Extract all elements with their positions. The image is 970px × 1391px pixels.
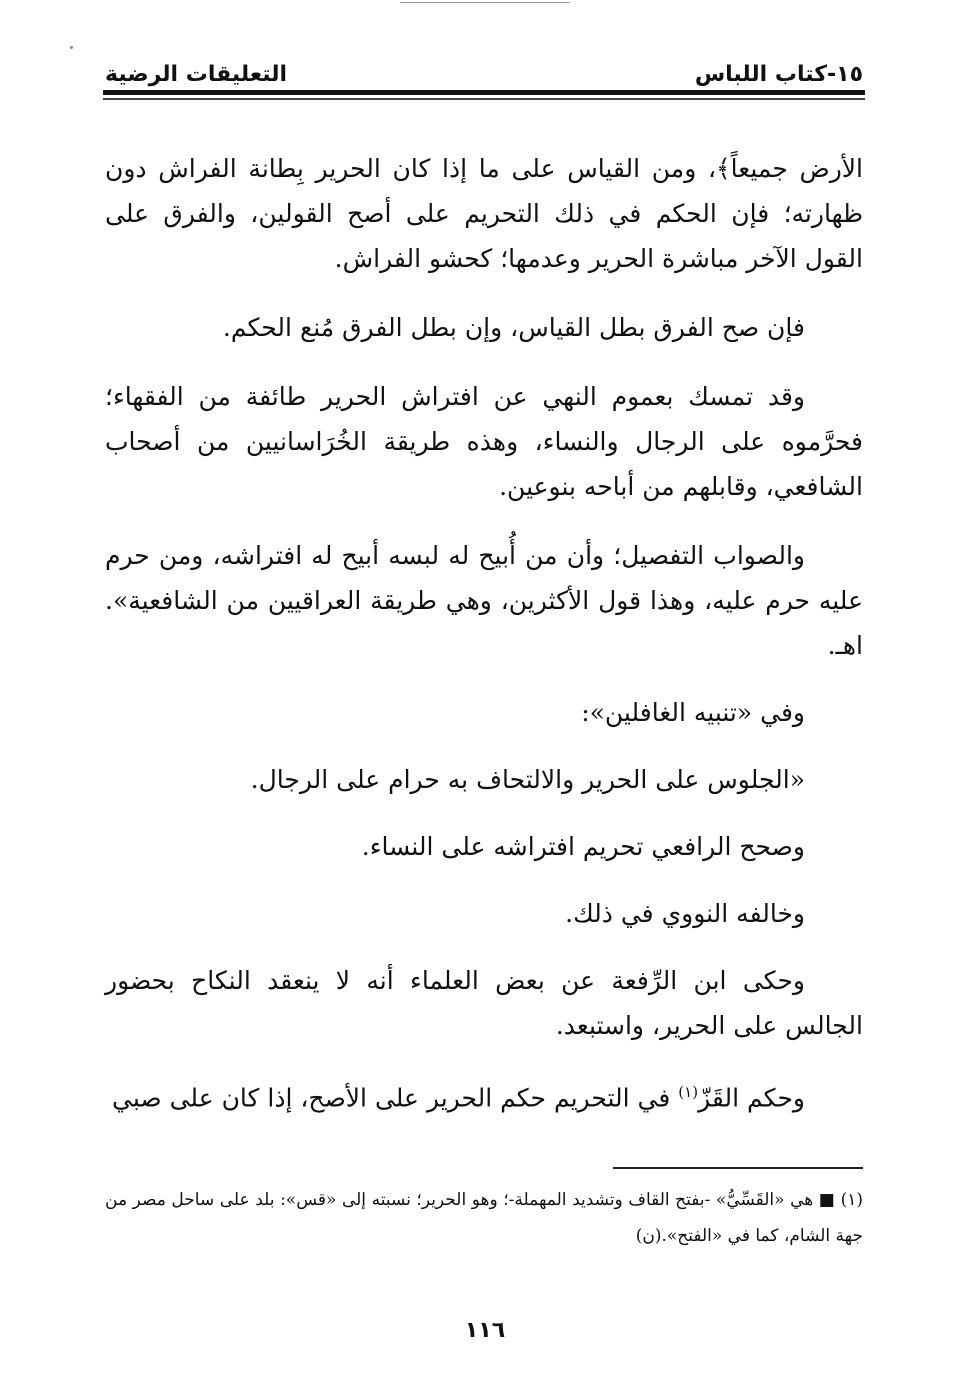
paragraph-1: الأرض جميعاً﴾، ومن القياس على ما إذا كان الحرير بِطانة الفراش دون ظهارته؛ فإن الحكم في ذلك التحريم على أصح القولين، والفرق على القول الآخر مباشرة الحرير وعدمها؛ كحشو الفراش.: [105, 154, 863, 273]
main-text: [105, 146, 863, 1120]
chapter-title: ١٥-كتاب اللباس: [694, 62, 863, 87]
paragraph-4: والصواب التفصيل؛ وأن من أُبيح له لبسه أبيح له افتراشه، ومن حرم عليه حرم عليه، وهذا قول الأكثرين، وهي طريقة العراقيين من الشافعية». اهـ.: [105, 541, 863, 660]
footnote-mark: (ن): [635, 1226, 662, 1246]
paragraph-2: فإن صح الفرق بطل القياس، وإن بطل الفرق مُنع الحكم.: [222, 313, 805, 342]
header-rule-thick: [103, 90, 865, 95]
paragraph-6: «الجلوس على الحرير والالتحاف به حرام على الرجال.: [250, 765, 805, 794]
paragraph-8: وخالفه النووي في ذلك.: [565, 899, 805, 928]
page-number: ١١٦: [464, 1318, 506, 1343]
paragraph-10: [105, 1070, 863, 1120]
paragraph-9: وحكى ابن الرِّفعة عن بعض العلماء أنه لا ينعقد النكاح بحضور الجالس على الحرير، واستبعد.: [105, 966, 863, 1040]
paragraph-10-rest: في التحريم حكم الحرير على الأصح، إذا كان على صبي: [112, 1083, 671, 1113]
scan-edge-mark: [400, 2, 570, 3]
footnote-separator: [613, 1167, 863, 1169]
paragraph-10-lead: وحكم القَزّ: [698, 1083, 805, 1113]
footnote-reference: (١): [678, 1083, 699, 1101]
paragraph-7: وصحح الرافعي تحريم افتراشه على النساء.: [361, 832, 805, 861]
running-header: [105, 58, 863, 88]
footnote-number: (١): [840, 1190, 863, 1210]
scan-dot: [70, 46, 73, 49]
paragraph-5: وفي «تنبيه الغافلين»:: [581, 698, 805, 727]
footnote-text: ■ هي «القَسِّيُّ» -بفتح القاف وتشديد المهملة-؛ وهو الحرير؛ نسبته إلى «قس»: بلد على ساحل مصر من جهة الشام، كما في «الفتح».: [105, 1190, 863, 1246]
header-rule-thin: [103, 98, 865, 100]
book-title: التعليقات الرضية: [105, 62, 288, 87]
paragraph-3: وقد تمسك بعموم النهي عن افتراش الحرير طائفة من الفقهاء؛ فحرَّموه على الرجال والنساء، وهذه طريقة الخُرَاسانيين من أصحاب الشافعي، وقابلهم من أباحه بنوعين.: [105, 382, 863, 501]
footnote: [105, 1182, 863, 1254]
